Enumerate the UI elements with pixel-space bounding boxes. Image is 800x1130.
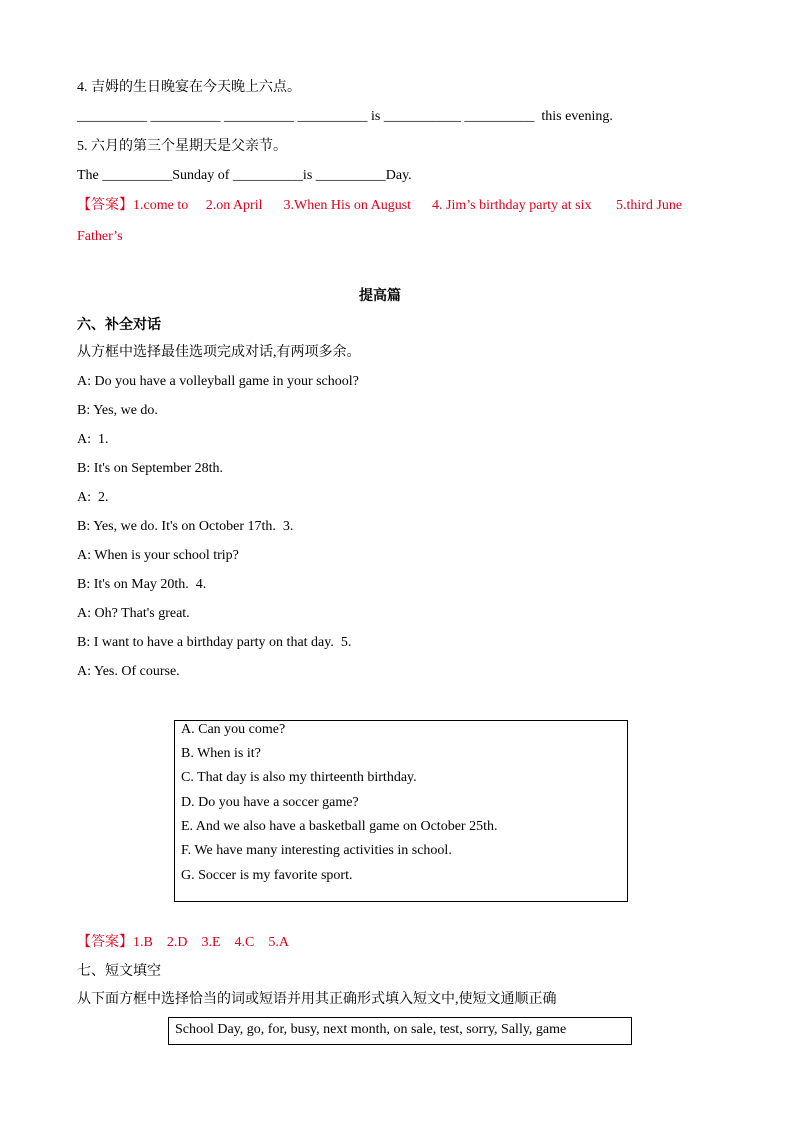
option-item: B. When is it? [181,746,261,761]
answer-line-1: 【答案】1.come to 2.on April 3.When His on August 4. Jim’s birthday party at six 5.third June [77,198,683,213]
option-item: F. We have many interesting activities in school. [181,843,452,858]
dialogue-line: B: I want to have a birthday party on that day. 5. [77,635,352,650]
q4-chinese: 4. 吉姆的生日晚宴在今天晚上六点。 [77,80,301,95]
dialogue-line: A: Oh? That's great. [77,606,190,621]
dialogue-line: B: It's on September 28th. [77,461,224,476]
option-item: C. That day is also my thirteenth birthday. [181,770,417,785]
dialogue-line: B: It's on May 20th. 4. [77,577,207,592]
q5-chinese: 5. 六月的第三个星期天是父亲节。 [77,139,287,154]
part6-answer: 【答案】1.B 2.D 3.E 4.C 5.A [77,935,289,950]
part7-instruction: 从下面方框中选择恰当的词或短语并用其正确形式填入短文中,使短文通顺正确 [77,992,557,1007]
options-box [174,720,628,902]
part7-heading: 七、短文填空 [77,964,161,979]
dialogue-line: B: Yes, we do. [77,403,158,418]
dialogue-line: A: 1. [77,432,109,447]
word-bank-box [168,1017,632,1045]
answer-line-2: Father’s [77,229,123,244]
dialogue-line: A: Do you have a volleyball game in your school? [77,374,359,389]
section-title: 提高篇 [359,289,401,304]
dialogue-line: A: 2. [77,490,109,505]
dialogue-line: A: Yes. Of course. [77,664,180,679]
option-item: D. Do you have a soccer game? [181,795,359,810]
dialogue-line: B: Yes, we do. It's on October 17th. 3. [77,519,294,534]
part6-instruction: 从方框中选择最佳选项完成对话,有两项多余。 [77,345,361,360]
dialogue-line: A: When is your school trip? [77,548,239,563]
option-item: A. Can you come? [181,722,286,737]
part6-heading: 六、补全对话 [77,318,161,333]
option-item: G. Soccer is my favorite sport. [181,868,353,883]
word-bank: School Day, go, for, busy, next month, on sale, test, sorry, Sally, game [175,1022,567,1037]
q5-english: The __________Sunday of __________is __________Day. [77,168,412,183]
q4-english: __________ __________ __________ __________ is ___________ __________ this evening. [77,109,613,124]
option-item: E. And we also have a basketball game on October 25th. [181,819,498,834]
